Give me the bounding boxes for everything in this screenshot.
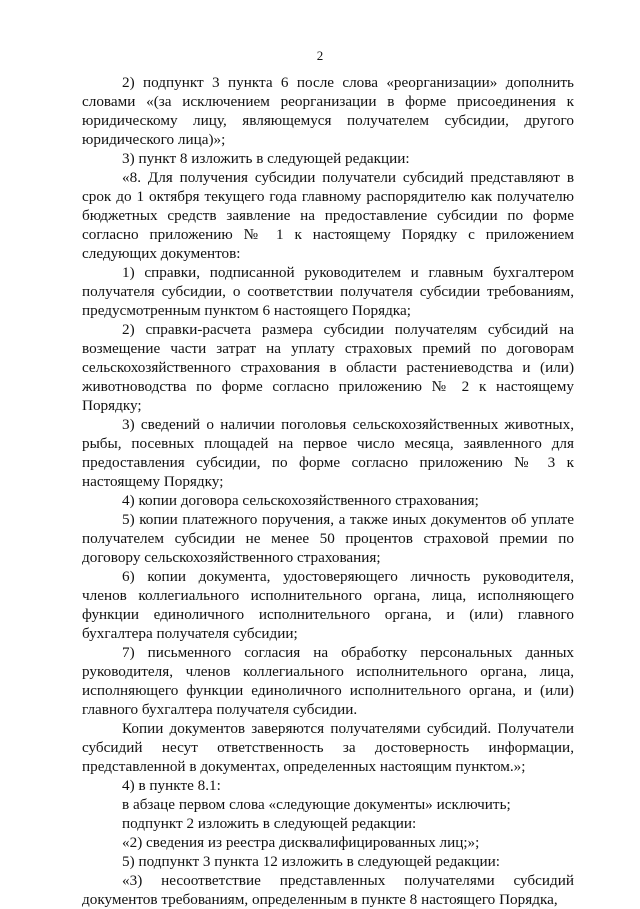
paragraph: 4) копии договора сельскохозяйственного страхования; (122, 492, 479, 509)
paragraph: 1) справки, подписанной руководителем и главным бухгалтером получателя субсидии, о соответствии получателя субсидии требованиям, предусмотренным пунктом 6 настоящего Порядка; (82, 264, 574, 319)
paragraph: 7) письменного согласия на обработку персональных данных руководителя, членов коллегиального исполнительного органа, лица, исполняющего функции единоличного исполнительного органа, и (или) главного бухгалтера получателя субсидии. (82, 644, 574, 718)
paragraph: «3) несоответствие представленных получателями субсидий документов требованиям, определенным в пункте 8 настоящего Порядка, (82, 872, 574, 908)
paragraph: «8. Для получения субсидии получатели субсидий представляют в срок до 1 октября текущего года главному распорядителю как получателю бюджетных средств заявление на предоставление субсидии по форме согласно приложению № 1 к настоящему Порядку с приложением следующих документов: (82, 169, 574, 262)
paragraph: 5) копии платежного поручения, а также иных документов об уплате получателем субсидии не менее 50 процентов страховой премии по договору сельскохозяйственного страхования; (82, 511, 574, 566)
paragraph: 6) копии документа, удостоверяющего личность руководителя, членов коллегиального исполнительного органа, лица, исполняющего функции единоличного исполнительного органа, и (или) главного бухгалтера получателя субсидии; (82, 568, 574, 642)
paragraph: 2) справки-расчета размера субсидии получателям субсидий на возмещение части затрат на уплату страховых премий по договорам сельскохозяйственного страхования в области растениеводства и (или) животноводства по форме согласно приложению № 2 к настоящему Порядку; (82, 321, 574, 414)
paragraph: 3) сведений о наличии поголовья сельскохозяйственных животных, рыбы, посевных площадей на первое число месяца, заявленного для предоставления субсидии, по форме согласно приложению № 3 к настоящему Порядку; (82, 416, 574, 490)
paragraph: 4) в пункте 8.1: (122, 777, 221, 794)
paragraph: Копии документов заверяются получателями субсидий. Получатели субсидий несут ответственность за достоверность информации, представленной в документах, определенных настоящим пунктом.»; (82, 720, 574, 775)
document-body (82, 73, 574, 909)
paragraph: 2) подпункт 3 пункта 6 после слова «реорганизации» дополнить словами «(за исключением реорганизации в форме присоединения к юридическому лицу, являющемуся получателем субсидии, другого юридического лица)»; (82, 74, 574, 148)
paragraph: в абзаце первом слова «следующие документы» исключить; (122, 796, 511, 813)
paragraph: 3) пункт 8 изложить в следующей редакции: (122, 150, 410, 167)
paragraph: «2) сведения из реестра дисквалифицированных лиц;»; (122, 834, 480, 851)
page-number: 2 (316, 48, 324, 63)
paragraph: подпункт 2 изложить в следующей редакции: (122, 815, 417, 832)
paragraph: 5) подпункт 3 пункта 12 изложить в следующей редакции: (122, 853, 501, 870)
